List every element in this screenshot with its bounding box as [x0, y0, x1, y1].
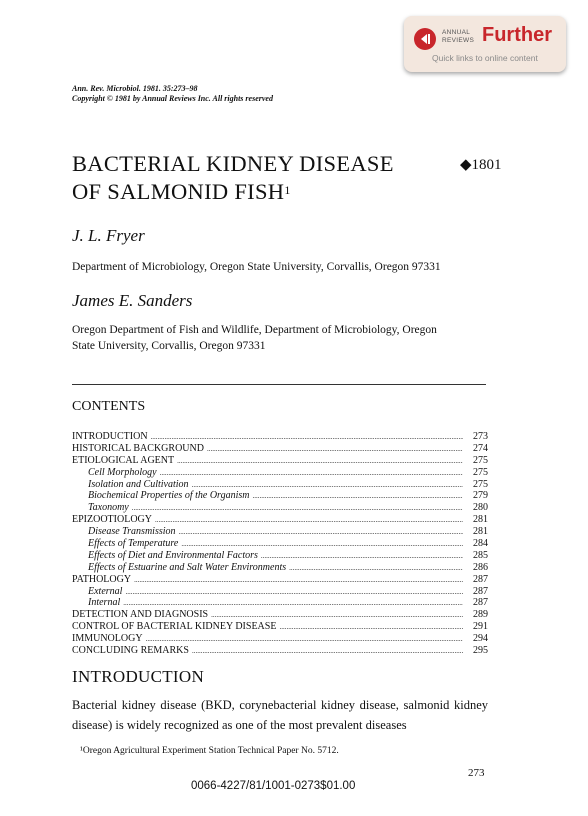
toc-entry[interactable]	[72, 526, 488, 538]
contents-heading: CONTENTS	[72, 399, 146, 414]
toc-entry-label: CONTROL OF BACTERIAL KIDNEY DISEASE	[72, 621, 277, 633]
toc-entry[interactable]	[72, 538, 488, 550]
toc-leader-dots	[132, 503, 463, 515]
toc-leader-dots	[125, 587, 463, 599]
toc-entry-label: Taxonomy	[88, 502, 129, 514]
toc-entry[interactable]	[72, 609, 488, 621]
toc-leader-dots	[146, 634, 463, 646]
author-name-1: J. L. Fryer	[72, 226, 145, 245]
toc-entry[interactable]	[72, 562, 488, 574]
toc-entry-page: 273	[473, 431, 488, 442]
title-line-2	[72, 178, 394, 206]
toc-entry[interactable]	[72, 479, 488, 491]
toc-leader-dots	[155, 515, 463, 527]
toc-leader-dots	[179, 527, 463, 539]
toc-entry-label: Effects of Temperature	[88, 538, 179, 550]
toc-leader-dots	[289, 563, 463, 575]
toc-entry-label: Disease Transmission	[88, 526, 176, 538]
toc-entry-page: 281	[473, 526, 488, 538]
journal-citation-block	[72, 84, 273, 104]
toc-entry-label: DETECTION AND DIAGNOSIS	[72, 609, 209, 621]
toc-entry-page: 291	[473, 621, 488, 633]
publisher-name	[442, 29, 474, 45]
toc-leader-dots	[160, 468, 463, 480]
title-line-2-text: OF SALMONID FISH	[72, 179, 285, 204]
toc-entry-label: HISTORICAL BACKGROUND	[72, 442, 204, 454]
toc-entry-page: 287	[473, 585, 488, 597]
toc-entry[interactable]	[72, 490, 488, 502]
toc-entry-page: 287	[473, 573, 488, 585]
toc-entry-label: ETIOLOGICAL AGENT	[72, 454, 175, 466]
toc-entry-label: INTRODUCTION	[72, 431, 148, 442]
toc-entry[interactable]	[72, 467, 488, 479]
table-of-contents	[72, 431, 488, 657]
toc-leader-dots	[177, 456, 463, 468]
toc-entry-page: 275	[473, 454, 488, 466]
toc-entry[interactable]	[72, 645, 488, 657]
toc-entry-page: 289	[473, 609, 488, 621]
toc-entry-label: Biochemical Properties of the Organism	[88, 490, 250, 502]
toc-entry-label: Internal	[88, 597, 121, 609]
toc-entry-page: 294	[473, 633, 488, 645]
toc-entry-label: Isolation and Cultivation	[88, 478, 189, 490]
toc-entry-label: CONCLUDING REMARKS	[72, 645, 189, 657]
toc-leader-dots	[192, 646, 463, 658]
toc-entry-label: PATHOLOGY	[72, 573, 132, 585]
title-line-1: BACTERIAL KIDNEY DISEASE	[72, 151, 394, 176]
author-affiliation-2	[72, 322, 437, 354]
annual-reviews-logo-icon	[414, 28, 436, 50]
toc-entry-page: 275	[473, 466, 488, 478]
toc-entry-page: 281	[473, 514, 488, 526]
introduction-paragraph: Bacterial kidney disease (BKD, corynebacterial kidney disease, salmonid kidney disease) is widely recognized as one of the most prevalent diseases	[72, 698, 488, 732]
affiliation-2-line-2: State University, Corvallis, Oregon 97331	[72, 340, 266, 352]
toc-entry[interactable]	[72, 621, 488, 633]
toc-entry[interactable]	[72, 502, 488, 514]
toc-entry-page: 274	[473, 442, 488, 454]
article-identifier: 0066-4227/81/1001-0273$01.00	[191, 780, 356, 792]
copyright-notice: Copyright © 1981 by Annual Reviews Inc. All rights reserved	[72, 94, 273, 103]
toc-entry[interactable]	[72, 633, 488, 645]
page-number: 273	[468, 767, 485, 779]
toc-entry[interactable]	[72, 574, 488, 586]
toc-entry[interactable]	[72, 443, 488, 455]
toc-leader-dots	[261, 551, 463, 563]
author-name-2: James E. Sanders	[72, 291, 193, 310]
toc-entry-page: 286	[473, 561, 488, 573]
title-footnote-mark: 1	[284, 183, 291, 197]
toc-leader-dots	[207, 444, 463, 456]
toc-entry-page: 279	[473, 490, 488, 502]
toc-entry[interactable]	[72, 597, 488, 609]
affiliation-2-line-1: Oregon Department of Fish and Wildlife, Department of Microbiology, Oregon	[72, 324, 437, 336]
toc-entry-page: 280	[473, 502, 488, 514]
footnote: ¹Oregon Agricultural Experiment Station Technical Paper No. 5712.	[80, 746, 339, 756]
further-links-badge[interactable]	[404, 16, 566, 72]
article-title	[72, 150, 394, 206]
toc-entry[interactable]	[72, 455, 488, 467]
section-divider	[72, 384, 486, 385]
further-label: Further	[482, 24, 552, 46]
toc-entry-label: Effects of Diet and Environmental Factors	[88, 549, 258, 561]
toc-entry-page: 284	[473, 538, 488, 550]
affiliation-1-line-1: Department of Microbiology, Oregon State University, Corvallis, Oregon 97331	[72, 261, 441, 273]
toc-entry-label: Effects of Estuarine and Salt Water Environments	[88, 561, 287, 573]
toc-entry-label: Cell Morphology	[88, 466, 157, 478]
toc-entry[interactable]	[72, 586, 488, 598]
toc-entry-page: 295	[473, 645, 488, 657]
toc-leader-dots	[279, 622, 463, 634]
publisher-line-2: REVIEWS	[442, 37, 475, 44]
toc-entry-label: External	[88, 585, 123, 597]
toc-entry-label: EPIZOOTIOLOGY	[72, 514, 152, 526]
publisher-line-1: ANNUAL	[442, 29, 471, 36]
toc-entry[interactable]	[72, 514, 488, 526]
author-affiliation-1	[72, 259, 441, 275]
article-tag: ◆1801	[460, 157, 502, 173]
toc-entry[interactable]	[72, 431, 488, 443]
toc-entry-page: 275	[473, 478, 488, 490]
introduction-heading: INTRODUCTION	[72, 667, 205, 686]
toc-entry-page: 287	[473, 597, 488, 609]
journal-citation: Ann. Rev. Microbiol. 1981. 35:273–98	[72, 84, 198, 93]
toc-entry-label: IMMUNOLOGY	[72, 633, 143, 645]
toc-leader-dots	[252, 491, 463, 503]
toc-entry-page: 285	[473, 549, 488, 561]
quick-links-text: Quick links to online content	[432, 53, 538, 63]
toc-entry[interactable]	[72, 550, 488, 562]
toc-leader-dots	[134, 575, 463, 587]
